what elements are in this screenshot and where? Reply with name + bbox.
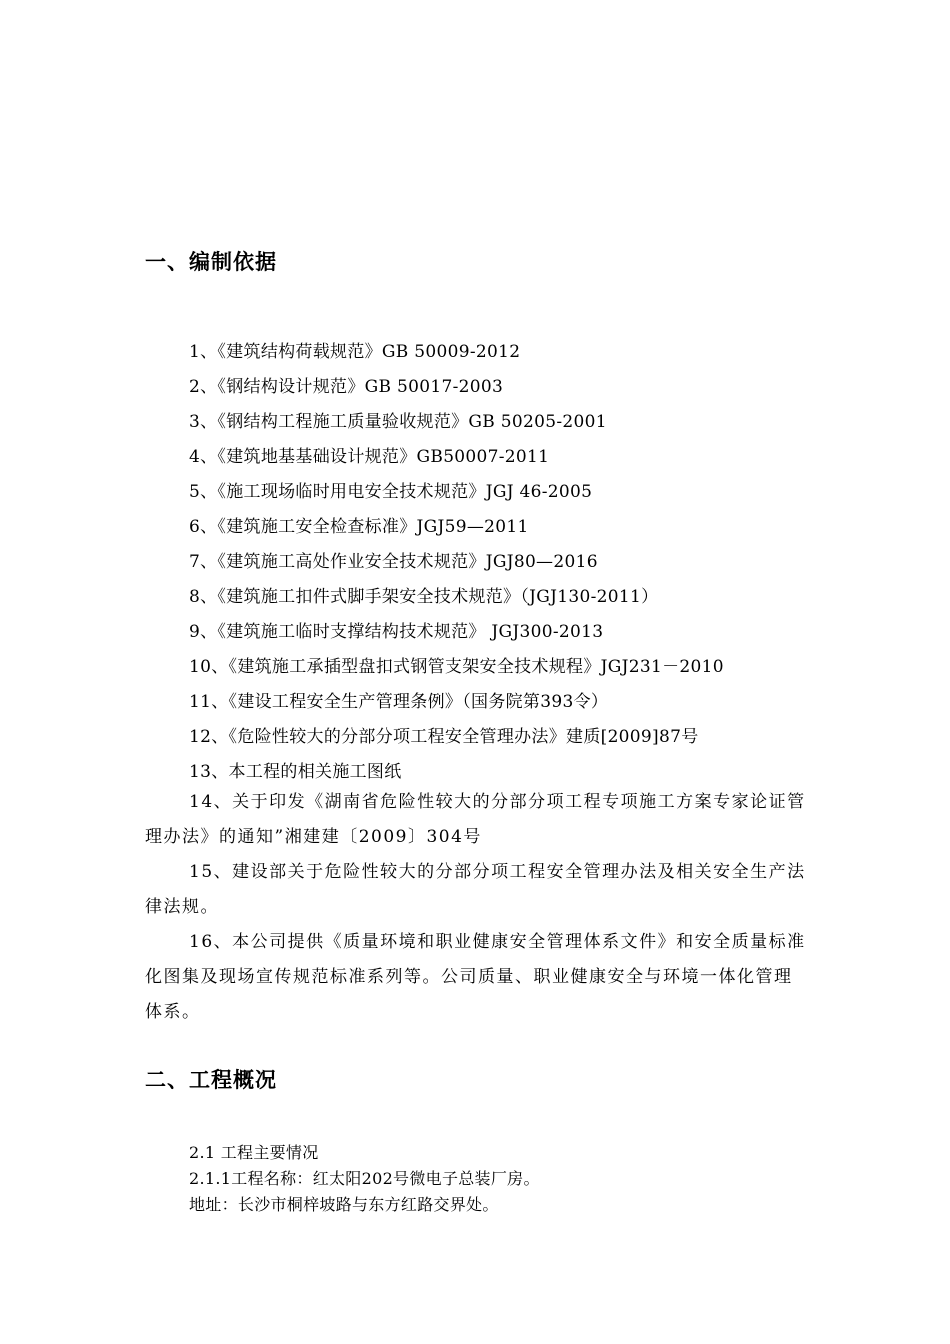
- list-item: 6、《建筑施工安全检查标准》JGJ59—2011: [189, 517, 529, 537]
- list-item: 11、《建设工程安全生产管理条例》（国务院第393令）: [189, 692, 609, 712]
- paragraph-item-14: 14、关于印发《湖南省危险性较大的分部分项工程专项施工方案专家论证管理办法》的通知”湘建建〔2009〕304号: [145, 792, 806, 847]
- list-item: 9、《建筑施工临时支撑结构技术规范》 JGJ300-2013: [189, 622, 604, 642]
- section-2-heading: 二、工程概况: [145, 1068, 277, 1092]
- list-item: 2、《钢结构设计规范》GB 50017-2003: [189, 377, 504, 397]
- list-item: 12、《危险性较大的分部分项工程安全管理办法》建质[2009]87号: [189, 727, 699, 747]
- paragraph-item-15: 15、建设部关于危险性较大的分部分项工程安全管理办法及相关安全生产法律法规。: [145, 862, 806, 917]
- list-item: 7、《建筑施工高处作业安全技术规范》JGJ80—2016: [189, 552, 598, 572]
- list-item: 4、《建筑地基基础设计规范》GB50007-2011: [189, 447, 550, 467]
- list-item: 8、《建筑施工扣件式脚手架安全技术规范》（JGJ130-2011）: [189, 587, 659, 607]
- list-item: 3、《钢结构工程施工质量验收规范》GB 50205-2001: [189, 412, 607, 432]
- list-item: 10、《建筑施工承插型盘扣式钢管支架安全技术规程》JGJ231－2010: [189, 657, 724, 677]
- project-name: 2.1.1工程名称：红太阳202号微电子总装厂房。: [189, 1169, 540, 1188]
- list-item: 13、本工程的相关施工图纸: [189, 762, 402, 782]
- list-item: 1、《建筑结构荷载规范》GB 50009-2012: [189, 342, 521, 362]
- list-item: 5、《施工现场临时用电安全技术规范》JGJ 46-2005: [189, 482, 593, 502]
- section-1-heading: 一、编制依据: [145, 250, 277, 274]
- subsection-heading: 2.1 工程主要情况: [189, 1143, 319, 1162]
- project-address: 地址：长沙市桐梓坡路与东方红路交界处。: [189, 1195, 499, 1214]
- paragraph-item-16: 16、本公司提供《质量环境和职业健康安全管理体系文件》和安全质量标准化图集及现场宣传规范标准系列等。公司质量、职业健康安全与环境一体化管理体系。: [145, 932, 806, 1022]
